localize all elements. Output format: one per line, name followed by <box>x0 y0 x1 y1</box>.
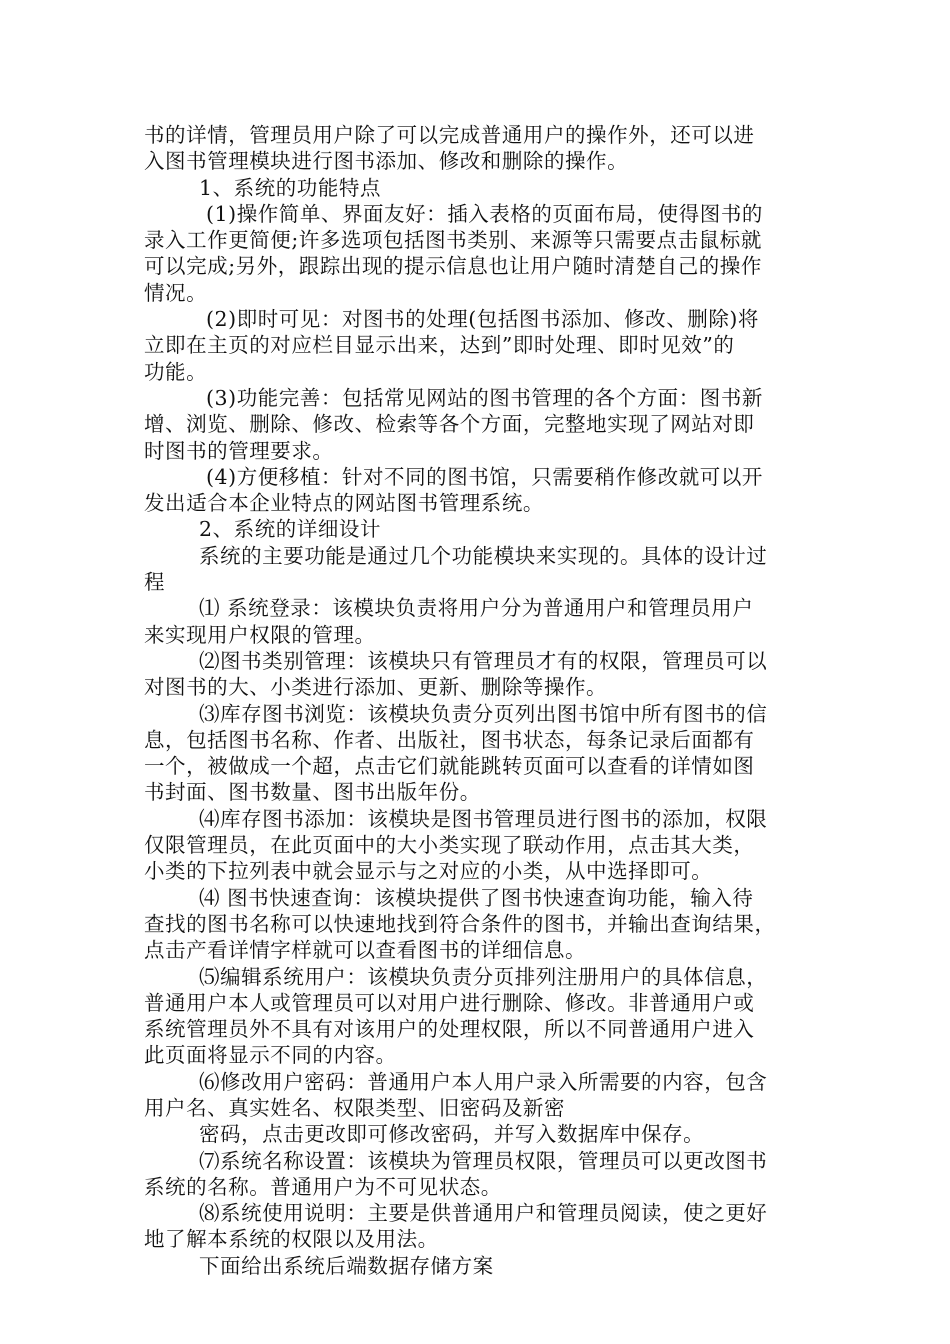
text-line: 录入工作更简便;许多选项包括图书类别、来源等只需要点击鼠标就 <box>144 228 762 253</box>
text-line: 发出适合本企业特点的网站图书管理系统。 <box>144 491 544 516</box>
document-body <box>144 122 812 1279</box>
text-line: ⑹修改用户密码：普通用户本人用户录入所需要的内容，包含 <box>199 1069 768 1094</box>
text-line: 入图书管理模块进行图书添加、修改和删除的操作。 <box>144 149 629 174</box>
text-line: 查找的图书名称可以快速地找到符合条件的图书，并输出查询结果， <box>144 911 776 936</box>
text-line: 小类的下拉列表中就会显示与之对应的小类，从中选择即可。 <box>144 859 713 884</box>
text-line: 时图书的管理要求。 <box>144 438 334 463</box>
text-line: 地了解本系统的权限以及用法。 <box>144 1227 439 1252</box>
text-line: 一个，被做成一个超，点击它们就能跳转页面可以查看的详情如图 <box>144 754 755 779</box>
text-line: 此页面将显示不同的内容。 <box>144 1043 397 1068</box>
text-line: 下面给出系统后端数据存储方案 <box>199 1253 494 1278</box>
text-line: 增、浏览、删除、修改、检索等各个方面，完整地实现了网站对即 <box>144 412 755 437</box>
text-line: ⑵图书类别管理：该模块只有管理员才有的权限，管理员可以 <box>199 648 768 673</box>
text-line: 普通用户本人或管理员可以对用户进行删除、修改。非普通用户或 <box>144 990 755 1015</box>
text-line: 息，包括图书名称、作者、出版社，图书状态，每条记录后面都有 <box>144 727 755 752</box>
text-line: (3)功能完善：包括常见网站的图书管理的各个方面：图书新 <box>206 385 763 410</box>
text-line: 程 <box>144 570 166 595</box>
text-line: ⑸编辑系统用户：该模块负责分页排列注册用户的具体信息， <box>199 964 768 989</box>
text-line: 书的详情，管理员用户除了可以完成普通用户的操作外，还可以进 <box>144 123 755 147</box>
text-line: ⑻系统使用说明：主要是供普通用户和管理员阅读，使之更好 <box>199 1201 768 1226</box>
text-line: ⑷ 图书快速查询：该模块提供了图书快速查询功能，输入待 <box>199 885 754 910</box>
text-line: 点击产看详情字样就可以查看图书的详细信息。 <box>144 938 587 963</box>
section-heading: 1、系统的功能特点 <box>199 175 381 200</box>
text-line: (1)操作简单、界面友好：插入表格的页面布局，使得图书的 <box>206 201 763 226</box>
text-line: ⑺系统名称设置：该模块为管理员权限，管理员可以更改图书 <box>199 1148 768 1173</box>
section-heading: 2、系统的详细设计 <box>199 517 381 542</box>
text-line: 系统管理员外不具有对该用户的处理权限，所以不同普通用户进入 <box>144 1017 755 1042</box>
text-line: 对图书的大、小类进行添加、更新、删除等操作。 <box>144 675 608 700</box>
text-line: ⑶库存图书浏览：该模块负责分页列出图书馆中所有图书的信 <box>199 701 768 726</box>
text-line: 用户名、真实姓名、权限类型、旧密码及新密 <box>144 1095 565 1120</box>
text-line: 来实现用户权限的管理。 <box>144 622 376 647</box>
text-line: 系统的主要功能是通过几个功能模块来实现的。具体的设计过 <box>199 543 768 568</box>
text-line: (4)方便移植：针对不同的图书馆，只需要稍作修改就可以开 <box>206 464 763 489</box>
text-line: 情况。 <box>144 280 208 305</box>
text-line: 功能。 <box>144 359 208 384</box>
text-line: ⑷库存图书添加：该模块是图书管理员进行图书的添加，权限 <box>199 806 768 831</box>
text-line: 系统的名称。普通用户为不可见状态。 <box>144 1174 502 1199</box>
text-line: ⑴ 系统登录：该模块负责将用户分为普通用户和管理员用户 <box>199 596 754 621</box>
text-line: 立即在主页的对应栏目显示出来，达到”即时处理、即时见效”的 <box>144 333 735 358</box>
text-line: 可以完成;另外，跟踪出现的提示信息也让用户随时清楚自己的操作 <box>144 254 762 279</box>
text-line: 密码，点击更改即可修改密码，并写入数据库中保存。 <box>199 1122 705 1147</box>
text-line: 书封面、图书数量、图书出版年份。 <box>144 780 481 805</box>
text-line: (2)即时可见：对图书的处理(包括图书添加、修改、删除)将 <box>206 307 759 332</box>
text-line: 仅限管理员，在此页面中的大小类实现了联动作用，点击其大类， <box>144 833 755 858</box>
